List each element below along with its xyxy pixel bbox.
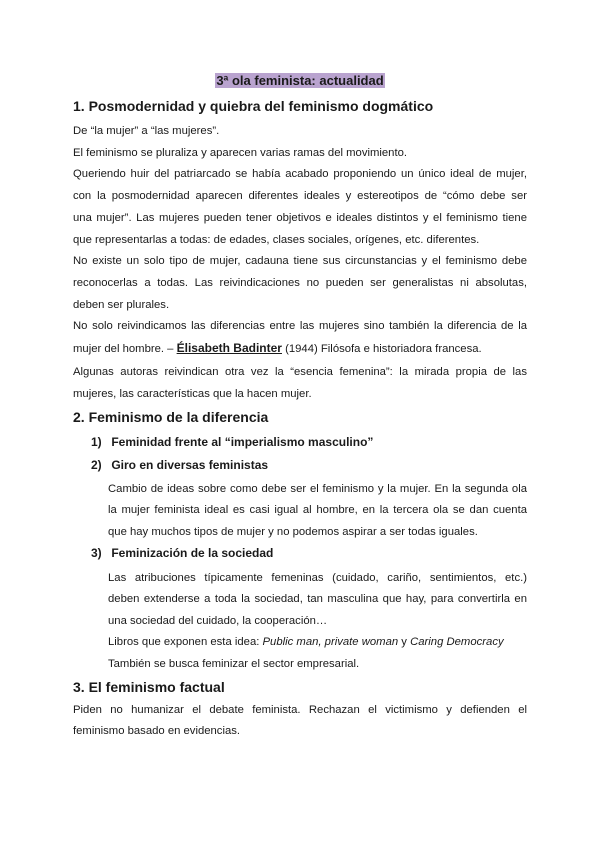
- paragraph-line: una sociedad del cuidado, la cooperación…: [108, 615, 328, 627]
- section3-heading: 3. El feminismo factual: [73, 679, 225, 695]
- section2-heading: 2. Feminismo de la diferencia: [73, 409, 269, 425]
- paragraph-line: No existe un solo tipo de mujer, cadauna tiene sus circunstancias y el feminismo debe: [73, 255, 527, 267]
- paragraph-line: Piden no humanizar el debate feminista. Rechazan el victimismo y defienden el: [73, 704, 527, 716]
- section1-heading: 1. Posmodernidad y quiebra del feminismo dogmático: [73, 98, 434, 114]
- paragraph-line: mujer del hombre. – Élisabeth Badinter (1944) Filósofa e historiadora francesa.: [73, 341, 482, 355]
- paragraph-line: mujeres, las características que la hacen mujer.: [73, 388, 312, 400]
- paragraph-line: No solo reivindicamos las diferencias entre las mujeres sino también la diferencia de la: [73, 320, 527, 332]
- paragraph-line: También se busca feminizar el sector empresarial.: [108, 658, 360, 670]
- paragraph-line: una mujer”. Las mujeres pueden tener objetivos e ideales distintos y el feminismo tiene: [73, 212, 527, 224]
- paragraph-line: Algunas autoras reivindican otra vez la “esencia femenina”: la mirada propia de las: [73, 366, 527, 378]
- page-title: 3ª ola feminista: actualidad: [216, 73, 384, 88]
- paragraph-line: con la posmodernidad aparecen diferentes ideales y estereotipos de “cómo debe ser: [73, 190, 527, 202]
- list-item: 2) Giro en diversas feministas: [91, 458, 269, 472]
- book-title: Public man, private woman: [262, 636, 399, 648]
- paragraph-line: que representarlas a todas: de edades, clases sociales, orígenes, etc. diferentes.: [73, 234, 480, 246]
- list-item: 1) Feminidad frente al “imperialismo masculino”: [91, 435, 374, 449]
- paragraph-line: Cambio de ideas sobre como debe ser el feminismo y la mujer. En la segunda ola: [108, 483, 527, 495]
- paragraph-line: la mujer feminista ideal es casi igual al hombre, en la tercera ola se dan cuenta: [108, 504, 527, 516]
- paragraph-line: reconocerlas a todas. Las reivindicaciones no pueden ser generalistas ni absolutas,: [73, 277, 527, 289]
- paragraph-line: deben extenderse a toda la sociedad, tan masculina que hay, para convertirla en: [108, 593, 527, 605]
- paragraph-line: Libros que exponen esta idea: Public man, private woman y Caring Democracy: [108, 636, 504, 648]
- paragraph-line: feminismo basado en evidencias.: [73, 725, 241, 737]
- paragraph-line: que hay muchos tipos de mujer y no podemos aspirar a ser todas iguales.: [108, 526, 478, 538]
- paragraph-line: Queriendo huir del patriarcado se había acabado proponiendo un único ideal de mujer,: [73, 168, 527, 180]
- paragraph-line: De “la mujer” a “las mujeres”.: [73, 125, 220, 137]
- paragraph-line: deben ser plurales.: [73, 299, 170, 311]
- paragraph-line: El feminismo se pluraliza y aparecen varias ramas del movimiento.: [73, 147, 408, 159]
- author-name: Élisabeth Badinter: [176, 341, 282, 355]
- paragraph-line: Las atribuciones típicamente femeninas (cuidado, cariño, sentimientos, etc.): [108, 572, 527, 584]
- book-title: Caring Democracy: [410, 636, 504, 648]
- list-item: 3) Feminización de la sociedad: [91, 546, 274, 560]
